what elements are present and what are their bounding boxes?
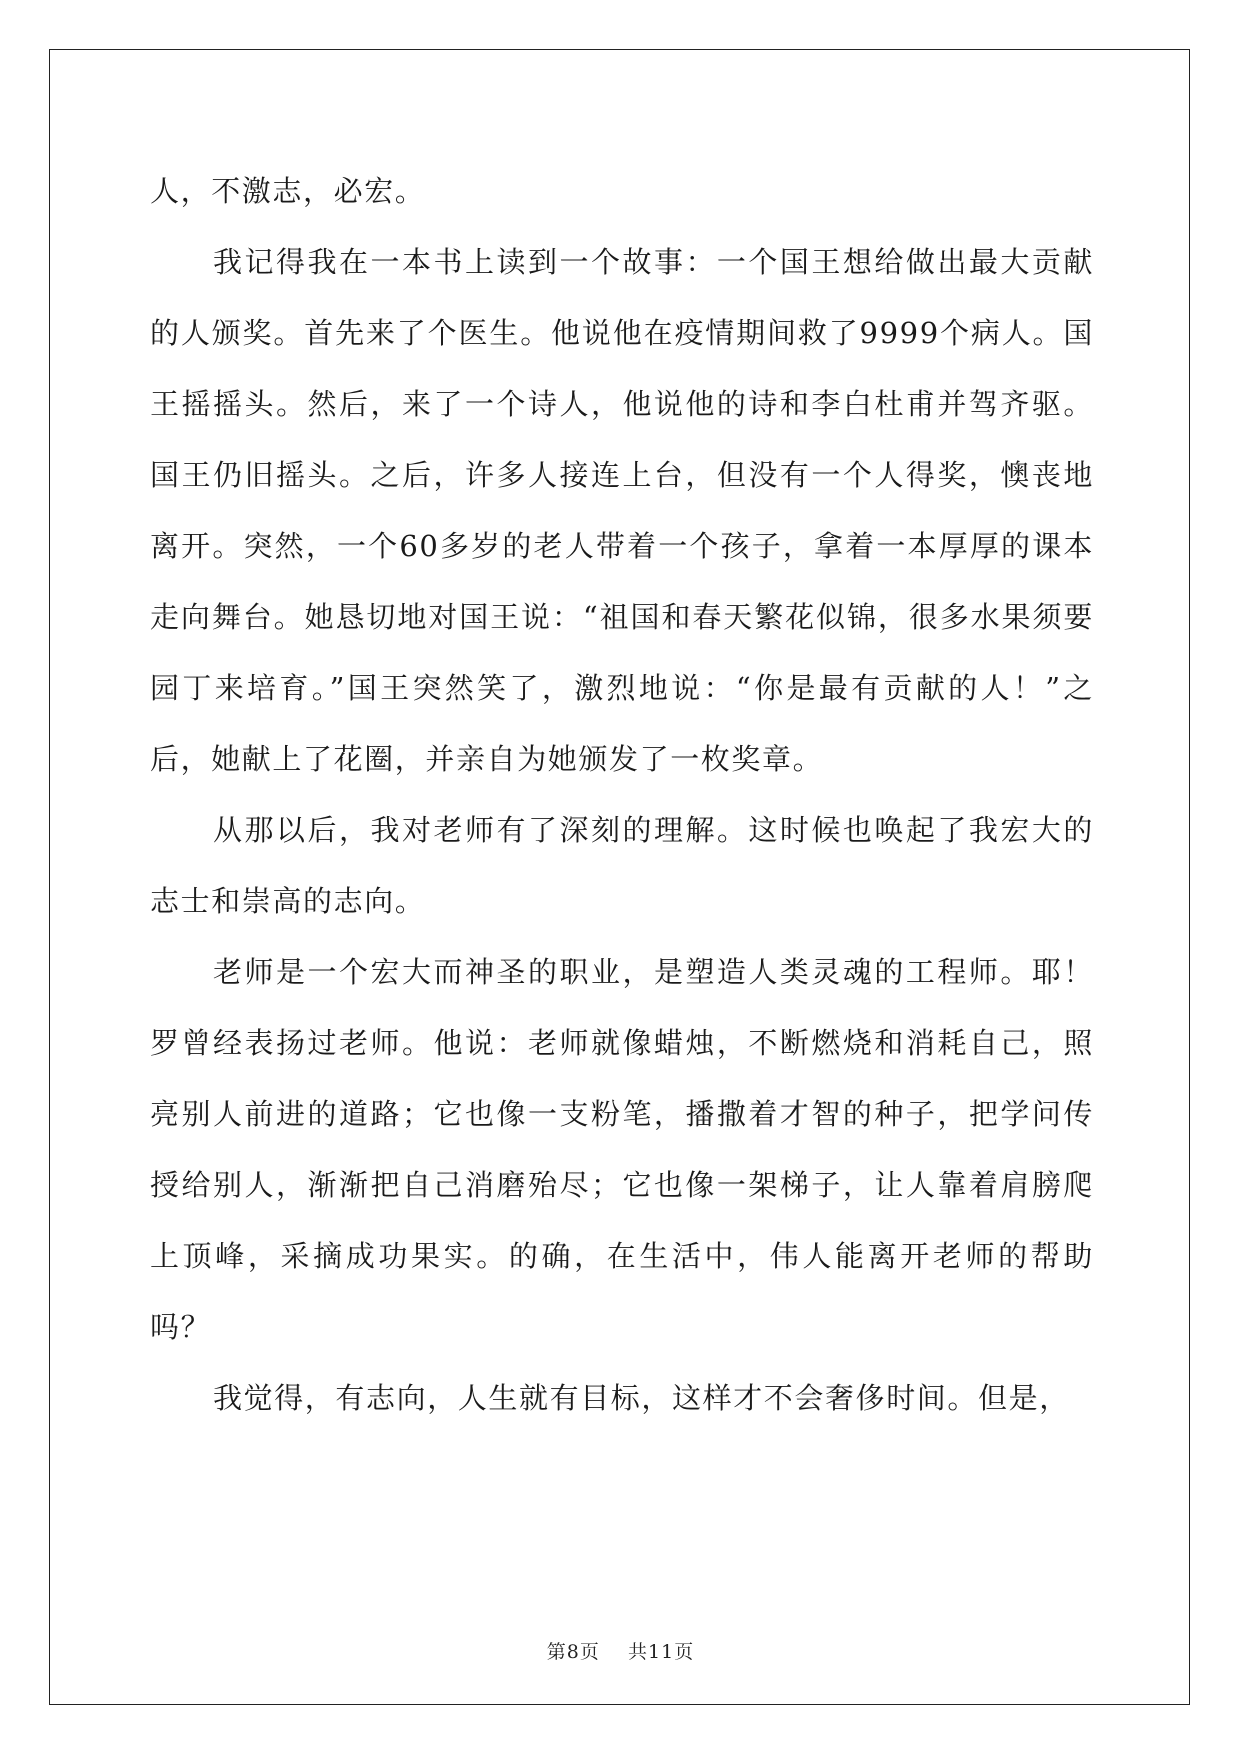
page-number: 第8页 xyxy=(546,1641,600,1663)
paragraph-king-story: 我记得我在一本书上读到一个故事：一个国王想给做出最大贡献的人颁奖。首先来了个医生。他说他在疫情期间救了9999个病人。国王摇摇头。然后，来了一个诗人，他说他的诗和李白杜甫并驾齐驱。国王仍旧摇头。之后，许多人接连上台，但没有一个人得奖，懊丧地离开。突然，一个60多岁的老人带着一个孩子，拿着一本厚厚的课本走向舞台。她恳切地对国王说：“祖国和春天繁花似锦，很多水果须要园丁来培育。”国王突然笑了，激烈地说：“你是最有贡献的人！”之后，她献上了花圈，并亲自为她颁发了一枚奖章。 xyxy=(150,245,1094,776)
page-footer xyxy=(0,1637,1241,1664)
document-body xyxy=(150,156,1094,1434)
paragraph-teacher-praise: 老师是一个宏大而神圣的职业，是塑造人类灵魂的工程师。耶！罗曾经表扬过老师。他说：老师就像蜡烛，不断燃烧和消耗自己，照亮别人前进的道路；它也像一支粉笔，播撒着才智的种子，把学问传授给别人，渐渐把自己消磨殆尽；它也像一架梯子，让人靠着肩膀爬上顶峰，采摘成功果实。的确，在生活中，伟人能离开老师的帮助吗？ xyxy=(150,955,1094,1344)
paragraph-ambition: 我觉得，有志向，人生就有目标，这样才不会奢侈时间。但是， xyxy=(213,1381,1070,1415)
page-total: 共11页 xyxy=(628,1641,695,1663)
paragraph-understanding: 从那以后，我对老师有了深刻的理解。这时候也唤起了我宏大的志士和崇高的志向。 xyxy=(150,813,1094,918)
paragraph-continuation: 人，不激志，必宏。 xyxy=(150,174,426,208)
